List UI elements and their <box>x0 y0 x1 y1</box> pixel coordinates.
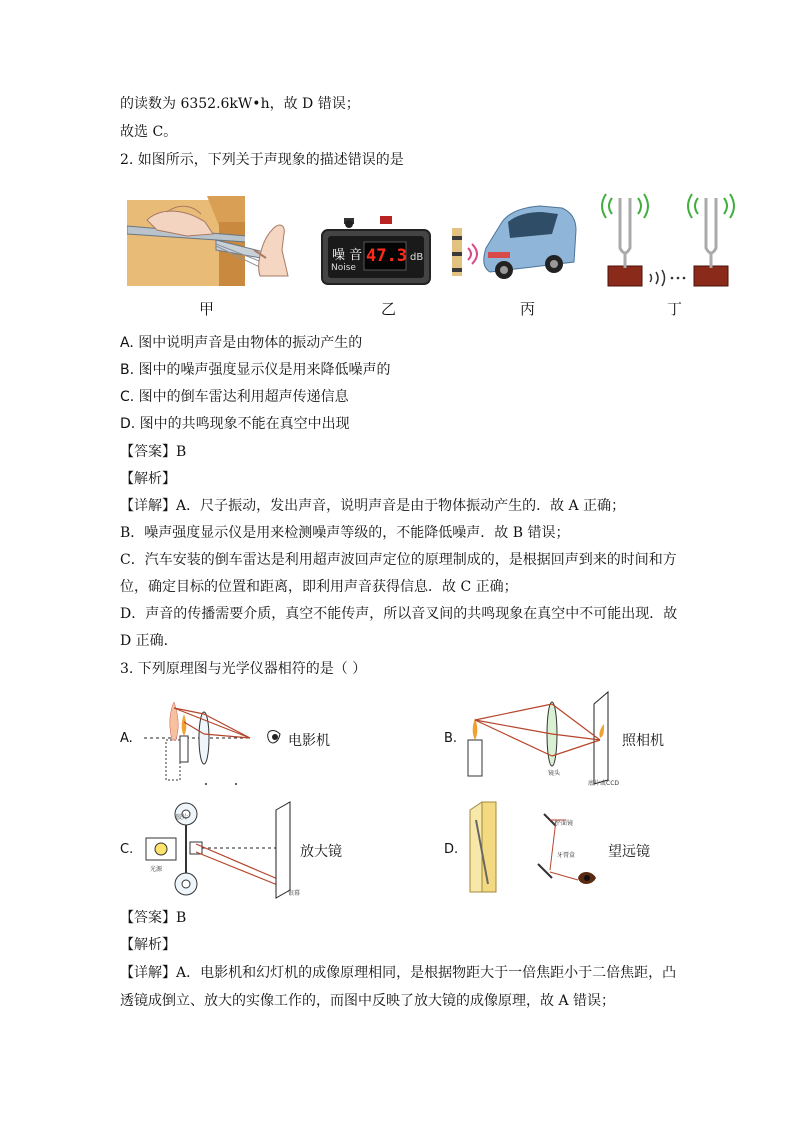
explanation-line: B．噪声强度显示仪是用来检测噪声等级的，不能降低噪声．故 B 错误； <box>120 525 570 541</box>
explanation-line: 位，确定目标的位置和距离，即利用声音获得信息．故 C 正确； <box>120 579 518 595</box>
option-c: C. 图中的倒车雷达利用超声传递信息 <box>120 389 349 405</box>
diagram-d-letter: D. <box>444 842 459 857</box>
diagram-b-letter: B. <box>444 731 458 746</box>
diagram-c-name: 放大镜 <box>300 844 342 860</box>
box-label-d: 牙膏盒 <box>557 852 576 859</box>
option-a: A. 图中说明声音是由物体的振动产生的 <box>120 335 363 351</box>
explanation-line: D．声音的传播需要介质，真空不能传声，所以音叉间的共鸣现象在真空中不可能出现．故 <box>120 606 678 622</box>
explanation-line: D 正确． <box>120 633 178 649</box>
caption-ding: 丁 <box>667 300 683 318</box>
lens-label: 镜头 <box>548 770 561 777</box>
explanation-line: 透镜成倒立、放大的实像工作的，而图中反映了放大镜的成像原理，故 A 错误； <box>120 993 616 1009</box>
diagram-d-periscope <box>466 800 606 894</box>
diagram-d-name: 望远镜 <box>608 844 650 860</box>
analysis-label: 【解析】 <box>120 937 176 953</box>
light-label-c: 光源 <box>150 866 163 873</box>
text-line: 故选 C。 <box>120 124 178 140</box>
text-line: 的读数为 6352.6kW•h，故 D 错误； <box>120 96 360 112</box>
film-label-c: 胶片 <box>176 814 189 821</box>
film-label: 底片或CCD <box>588 780 619 787</box>
hand-plucking-figure <box>212 210 292 286</box>
answer-label: 【答案】B <box>120 444 187 460</box>
noise-unit: dB <box>410 252 424 263</box>
reversing-radar-car <box>450 200 580 282</box>
mirror-label-d: 平面镜 <box>555 820 574 827</box>
analysis-label: 【解析】 <box>120 471 176 487</box>
noise-label-cn: 噪 音 <box>332 248 363 263</box>
option-d: D. 图中的共鸣现象不能在真空中出现 <box>120 416 350 432</box>
caption-yi: 乙 <box>381 300 397 318</box>
diagram-a-magnifier <box>140 694 290 788</box>
explanation-line: C．汽车安装的倒车雷达是利用超声波回声定位的原理制成的，是根据回声到来的时间和方 <box>120 552 677 568</box>
diagram-c-projector <box>140 800 300 900</box>
noise-label-en: Noise <box>331 263 356 273</box>
option-b: B. 图中的噪声强度显示仪是用来降低噪声的 <box>120 362 391 378</box>
diagram-b-name: 照相机 <box>622 733 664 749</box>
question-3: 3. 下列原理图与光学仪器相符的是（ ） <box>120 661 367 677</box>
caption-jia: 甲 <box>199 300 215 318</box>
diagram-c-letter: C. <box>120 842 134 857</box>
question-2: 2. 如图所示，下列关于声现象的描述错误的是 <box>120 152 404 168</box>
noise-reading: 47.3 <box>366 246 407 266</box>
answer-label: 【答案】B <box>120 910 187 926</box>
diagram-a-letter: A. <box>120 731 133 746</box>
explanation-line: 【详解】A．尺子振动，发出声音，说明声音是由于物体振动产生的．故 A 正确； <box>120 498 626 514</box>
tuning-forks-resonance <box>598 188 738 288</box>
caption-bing: 丙 <box>520 300 536 318</box>
screen-label-c: 银幕 <box>288 890 301 897</box>
diagram-b-camera <box>462 690 620 786</box>
diagram-a-name: 电影机 <box>288 733 330 749</box>
explanation-line: 【详解】A．电影机和幻灯机的成像原理相同，是根据物距大于一倍焦距小于二倍焦距，凸 <box>120 965 677 981</box>
